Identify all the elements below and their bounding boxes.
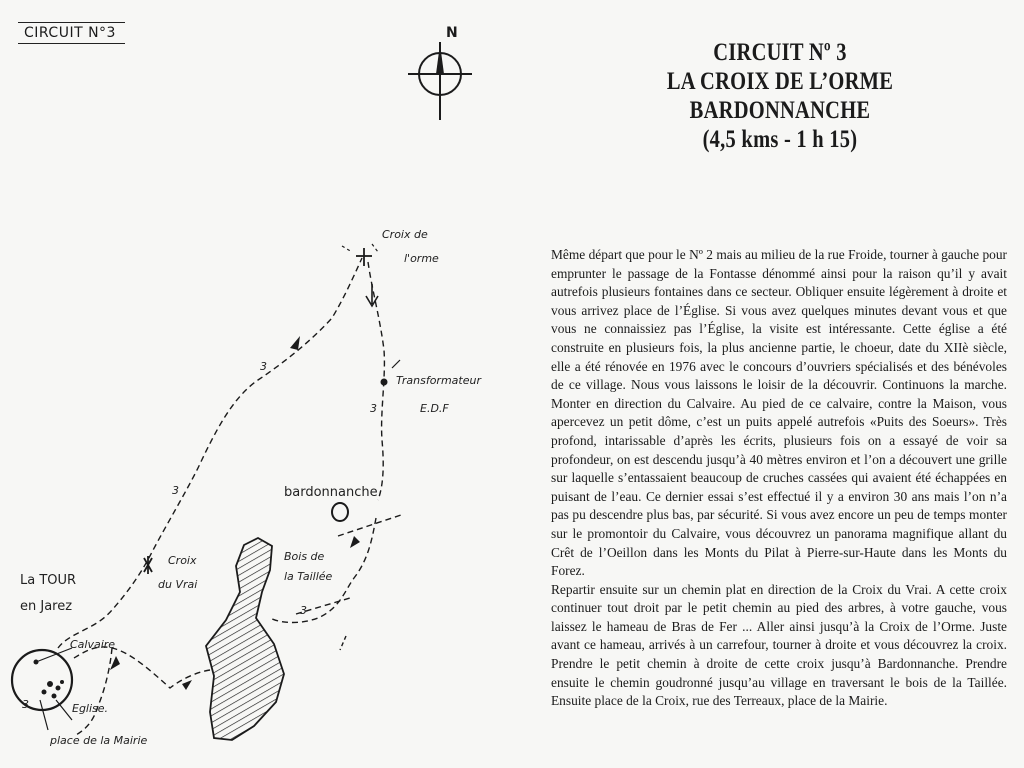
title-line-4: (4,5 kms - 1 h 15) <box>702 126 858 153</box>
circuit-label-box <box>18 22 125 44</box>
compass-north-letter: N <box>446 25 458 41</box>
label-eglise: Eglise. <box>72 702 109 715</box>
label-transformateur: Transformateur <box>396 374 481 387</box>
route-number: 3 <box>22 698 29 711</box>
eglise-marker <box>42 680 65 699</box>
label-edf: E.D.F <box>420 402 449 415</box>
label-la-tour: La TOUR <box>20 573 77 588</box>
route-number: 3 <box>300 604 307 617</box>
label-bois-1: Bois de <box>284 550 325 563</box>
description-paragraph-2: Repartir ensuite sur un chemin plat en direction de la Croix du Vrai. A cette croix continuer tout droit par le petit chemin au pied des arbres, à votre gauche, vous laissez le hameau de Bras de Fer ... Aller ainsi jusqu’à la Croix de l’Orme. Juste avant ce hameau, arrivés à un carrefour, tourner à droite et vous découvrez la croix. Prendre le petit chemin à droite de cette croix jusqu’à Bardonnanche. Prendre ensuite le chemin goudronné jusqu’au village en traversant le bois de la Taillée. Ensuite place de la Croix, rue des Terreaux, place de la Mairie. <box>551 581 1007 709</box>
route-arrow-icon <box>290 336 300 350</box>
label-croix-vrai-1: Croix <box>168 554 197 567</box>
route-map <box>0 200 540 768</box>
route-description <box>551 246 1007 711</box>
route-number: 3 <box>370 402 377 415</box>
route-arrow-icon <box>182 680 192 690</box>
croix-orme-cross-icon <box>356 248 372 266</box>
route-arrow-icon <box>350 536 360 548</box>
label-bardonnanche: bardonnanche <box>284 485 378 500</box>
transformateur-marker <box>381 379 388 386</box>
label-croix-orme-1: Croix de <box>382 228 428 241</box>
village-circle <box>12 650 72 710</box>
label-croix-vrai-2: du Vrai <box>158 578 198 591</box>
compass-rose-icon <box>405 20 475 122</box>
title-block <box>657 38 903 154</box>
label-en-jarez: en Jarez <box>20 599 73 614</box>
title-line-3: BARDONNANCHE <box>689 97 871 124</box>
wood-area <box>206 538 284 740</box>
label-croix-orme-2: l'orme <box>404 252 439 265</box>
title-line-2: LA CROIX DE L’ORME <box>666 68 894 95</box>
route-path-west <box>58 258 362 648</box>
route-arrow-icon <box>340 636 346 650</box>
circuit-label: CIRCUIT N°3 <box>24 25 116 41</box>
description-paragraph-1: Même départ que pour le Nº 2 mais au milieu de la rue Froide, tourner à gauche pour emprunter le passage de la Fontasse dénommé ainsi pour la raison qu’il y avait autrefois plusieurs fontaines dans ce secteur. Obliquer ensuite légèrement à droite et vous arrivez place de l’Église. Si vous avez quelques minutes devant vous et que vous ne connaissiez pas l’Église, la visite est intéressante. Cette église a été construite en plusieurs fois, la plus ancienne partie, le choeur, date du XIIè siècle, elle a été rénovée en 1976 avec le concours d’ouvriers spécialisés et des bénévoles de ce village. Nous vous laissons le loisir de la découvrir. Continuons la marche. Monter en direction du Calvaire. Au pied de ce calvaire, contre la Maison, vous apercevez un petit dôme, c’est un puits appelé autrefois «Puits des Soeurs». Très profond, intarissable d’après les écrits, plusieurs fois on a essayé de voir sa profondeur, on est descendu jusqu’à 40 mètres environ et l’on a découvert une grille sur laquelle s’entassaient beaucoup de cruches cassées qui avaient été échappées en puisant de l’eau. Ce dernier essai s’est effectué il y a environ 30 ans mais l’on n’a pas pu descendre plus bas, par sécurité. Si vous avez encore un peu de temps monter sur le promontoir du Calvaire, vous découvrez un panorama magnifique allant du Crêt de l’Oeillon dans les Monts du Pilat à Pierre-sur-Haute dans les Monts du Forez. <box>551 247 1007 579</box>
title-line-1: CIRCUIT Nº 3 <box>713 39 847 66</box>
bardonnanche-marker <box>332 503 348 521</box>
label-place-mairie: place de la Mairie <box>50 734 148 747</box>
route-number: 3 <box>260 360 267 373</box>
route-number: 3 <box>172 484 179 497</box>
label-bois-2: la Taillée <box>284 570 333 583</box>
route-path-eglise <box>74 648 112 736</box>
label-calvaire: Calvaire <box>70 638 116 651</box>
road-segment <box>338 514 404 536</box>
